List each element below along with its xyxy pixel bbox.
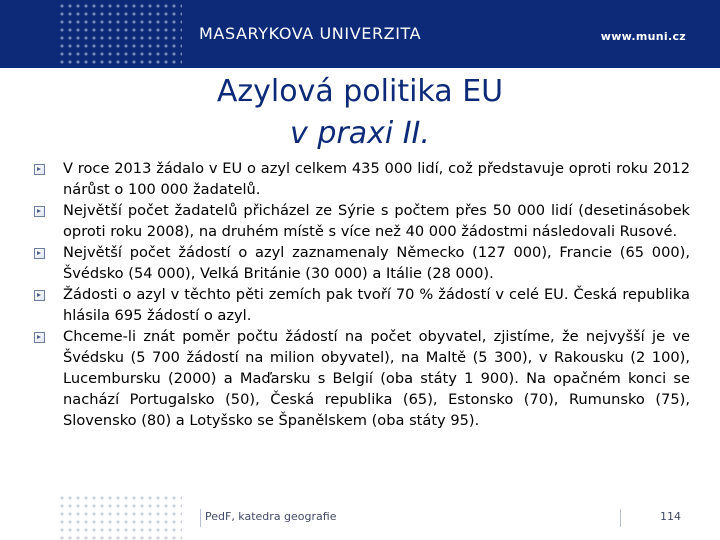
- list-item: [34, 284, 690, 326]
- list-item: [34, 242, 690, 284]
- bullet-text: Chceme-li znát poměr počtu žádostí na počet obyvatel, zjistíme, že nejvyšší je ve Švédsku (5 700 žádostí na milion obyvatel), na Maltě (5 300), v Rakousku (2 100), Lucembursku (2000) a Maďarsku s Belgií (oba státy 1 900). Na opačném konci se nachází Portugalsko (50), Česká republika (65), Estonsko (70), Rumunsko (75), Slovensko (80) a Lotyšsko se Španělskem (oba státy 95).: [63, 328, 690, 429]
- bullet-arrow-icon: [34, 206, 45, 217]
- list-item: [34, 158, 690, 200]
- list-item: [34, 326, 690, 431]
- footer-department: PedF, katedra geografie: [205, 510, 337, 523]
- bullet-arrow-icon: [34, 332, 45, 343]
- bullet-text: Největší počet žadatelů přicházel ze Sýrie s počtem přes 50 000 lidí (desetinásobek oproti roku 2008), na druhém místě s více než 40 000 žádostmi následovali Rusové.: [63, 202, 690, 240]
- header-bar: [0, 0, 720, 68]
- bullet-list: [34, 158, 690, 431]
- footer-dot-pattern: [58, 492, 182, 540]
- header-dot-pattern: [58, 0, 182, 68]
- bullet-text: Největší počet žádostí o azyl zaznamenaly Německo (127 000), Francie (65 000), Švédsko (54 000), Velká Británie (30 000) a Itálie (28 000).: [63, 244, 690, 282]
- university-name: MASARYKOVA UNIVERZITA: [199, 24, 422, 43]
- bullet-arrow-icon: [34, 164, 45, 175]
- slide-title: Azylová politika EU: [216, 74, 504, 109]
- page-number: 114: [660, 510, 681, 523]
- slide-subtitle: v praxi II.: [290, 116, 430, 151]
- bullet-arrow-icon: [34, 248, 45, 259]
- bullet-arrow-icon: [34, 290, 45, 301]
- university-url: www.muni.cz: [600, 30, 686, 43]
- list-item: [34, 200, 690, 242]
- bullet-text: V roce 2013 žádalo v EU o azyl celkem 435 000 lidí, což představuje oproti roku 2012 nárůst o 100 000 žadatelů.: [63, 160, 690, 198]
- bullet-text: Žádosti o azyl v těchto pěti zemích pak tvoří 70 % žádostí v celé EU. Česká republika hlásila 695 žádostí o azyl.: [63, 286, 690, 324]
